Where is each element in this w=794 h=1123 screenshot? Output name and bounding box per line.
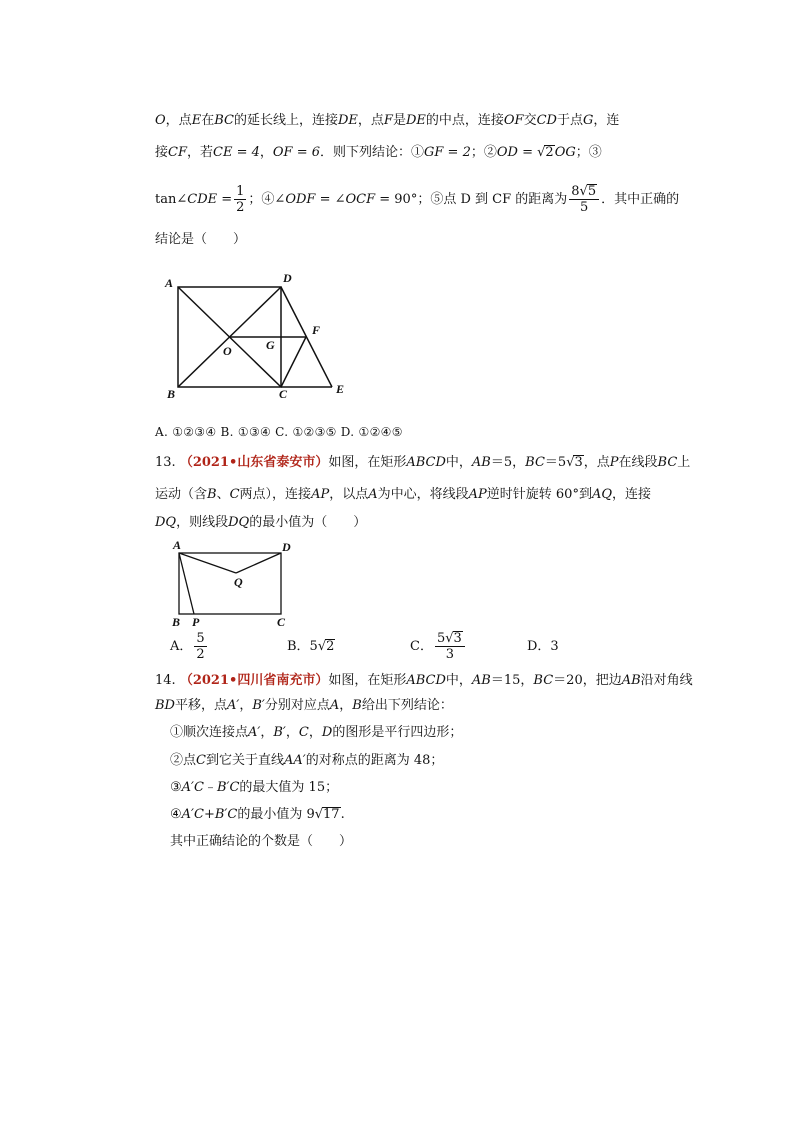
rectangle-abcd <box>179 553 281 614</box>
text: 两点），连接 <box>239 487 312 502</box>
fraction <box>194 631 206 662</box>
text: 是 <box>392 113 406 128</box>
text: B <box>207 487 217 502</box>
text: A <box>329 698 340 713</box>
q14-conclusion-3 <box>170 778 338 798</box>
text: ③ <box>170 780 182 795</box>
label-d: D <box>283 271 292 285</box>
text: 逆时针旋转 60°到 <box>486 487 592 502</box>
text: C <box>229 487 240 502</box>
text: = ∠ <box>315 192 346 207</box>
text: 中， <box>445 673 472 688</box>
text: C <box>298 725 309 740</box>
text: CF <box>168 145 187 160</box>
text: 结论是（ ） <box>155 232 247 247</box>
numerator: 1 <box>236 184 245 199</box>
text: C <box>196 753 206 768</box>
text: OG <box>554 145 576 160</box>
text: ；③ <box>575 145 602 160</box>
text: A′ <box>227 698 240 713</box>
text: ， <box>239 698 253 713</box>
text: ；② <box>470 145 497 160</box>
denominator: 5 <box>580 200 589 215</box>
text: AP <box>311 487 330 502</box>
q13-figure-labels <box>171 538 291 629</box>
text: ．则下列结论：① <box>320 145 425 160</box>
sqrt-value: 3 <box>453 631 462 646</box>
q13-option-b: B．5√2 <box>287 639 335 654</box>
q12-figure <box>178 287 332 387</box>
text: CE = 4 <box>213 145 260 160</box>
text: = 90°；⑤点 D 到 CF 的距离为 <box>375 192 568 207</box>
q13-line-1: 13. （2021•山东省泰安市）如图，在矩形ABCD中，AB＝5，BC＝5√3，点P在线段BC上 <box>155 455 691 470</box>
text: B′C <box>214 807 238 822</box>
text: 平移，点 <box>174 698 227 713</box>
text: AB <box>621 673 641 688</box>
sqrt-value: 5 <box>587 184 597 199</box>
q14-line-1 <box>155 671 693 691</box>
text: ．其中正确的 <box>601 192 680 207</box>
question-source: （2021•山东省泰安市） <box>179 455 329 470</box>
fraction <box>435 631 465 662</box>
text: 如图，在矩形 <box>328 455 407 470</box>
q13-figure <box>179 553 281 614</box>
text: ， <box>308 725 322 740</box>
text: ，连 <box>593 113 620 128</box>
text: 5 <box>436 631 446 646</box>
text: CDE <box>187 192 218 207</box>
q12-figure-labels <box>164 271 344 401</box>
text: 沿对角线 <box>640 673 693 688</box>
numerator: 5 <box>196 631 205 646</box>
text: 中， <box>445 455 472 470</box>
option-label: C． <box>410 639 433 654</box>
q14-ending <box>170 832 352 852</box>
text: 8 <box>571 184 580 199</box>
text: ②点 <box>170 753 197 768</box>
label-b: B <box>172 615 181 629</box>
q13-option-c <box>410 630 467 664</box>
text: B′ <box>273 725 286 740</box>
text: CD <box>536 113 557 128</box>
text: G <box>582 113 594 128</box>
text: AQ <box>591 487 612 502</box>
label-a: A <box>173 538 182 552</box>
denominator: 3 <box>445 647 455 662</box>
text: 的中点，连接 <box>425 113 504 128</box>
text: A <box>368 487 378 502</box>
sqrt-value: 2 <box>326 639 335 654</box>
sqrt-value: 3 <box>574 455 583 470</box>
text: ＝20，把边 <box>553 673 622 688</box>
q13-option-d <box>527 637 559 657</box>
text: BD <box>155 698 175 713</box>
text: DE <box>337 113 358 128</box>
label-g: G <box>266 338 275 352</box>
text: + <box>203 807 215 822</box>
label-p: P <box>192 615 200 629</box>
segment-aq <box>179 553 236 573</box>
text: ，连接 <box>612 487 652 502</box>
q13-line-3 <box>155 513 366 533</box>
text: 的延长线上，连接 <box>233 113 338 128</box>
text: 分别对应点 <box>264 698 330 713</box>
q13-line-2 <box>155 485 651 505</box>
numerator: 5√3 <box>435 631 465 647</box>
text: GF = 2 <box>424 145 471 160</box>
denominator: 2 <box>236 200 245 215</box>
label-e: E <box>336 382 345 396</box>
option-label: B．5 <box>287 639 318 654</box>
sqrt-value: 17 <box>323 807 340 822</box>
denominator: 2 <box>196 647 205 662</box>
text: ，点 <box>357 113 384 128</box>
text: OF = 6 <box>272 145 320 160</box>
text: BC <box>525 455 545 470</box>
text: ﹣ <box>203 780 217 795</box>
text: DQ <box>155 515 177 530</box>
text: 、 <box>216 487 230 502</box>
text: ， <box>260 725 274 740</box>
text: 在 <box>201 113 215 128</box>
text: ABCD <box>406 673 446 688</box>
text: = <box>217 192 233 207</box>
text: ，则线段 <box>176 515 229 530</box>
text: 接 <box>155 145 169 160</box>
question-source: （2021•四川省南充市） <box>179 673 329 688</box>
text: F <box>383 113 393 128</box>
text: ODF <box>285 192 316 207</box>
text: A′ <box>248 725 261 740</box>
text: 的对称点的距离为 48； <box>305 753 444 768</box>
q14-conclusion-1 <box>170 723 462 743</box>
text: D <box>321 725 333 740</box>
text: B′ <box>252 698 265 713</box>
text: BC <box>533 673 554 688</box>
options-text: A. ①②③④ B. ①③④ C. ①②③⑤ D. ①②④⑤ <box>155 425 403 439</box>
text: BC <box>657 455 678 470</box>
text: tan∠ <box>155 192 188 207</box>
q13-option-a <box>170 630 209 664</box>
text: OCF <box>345 192 376 207</box>
text: A′C <box>181 780 204 795</box>
label-o: O <box>223 344 232 358</box>
text: ①顺次连接点 <box>170 725 249 740</box>
text: 于点 <box>556 113 583 128</box>
text: ；④∠ <box>248 192 286 207</box>
text: 其中正确结论的个数是（ ） <box>170 834 353 849</box>
text: 如图，在矩形 <box>328 673 407 688</box>
q12-options <box>155 422 403 442</box>
question-number: 13. <box>155 455 176 470</box>
text: ，若 <box>186 145 213 160</box>
text: DE <box>405 113 426 128</box>
label-q: Q <box>234 575 243 589</box>
text: BC <box>214 113 234 128</box>
text: AP <box>468 487 487 502</box>
text: 的图形是平行四边形； <box>332 725 463 740</box>
text: ， <box>285 725 299 740</box>
segment-dq <box>236 553 281 573</box>
q14-conclusion-2 <box>170 751 443 771</box>
text: ， <box>339 698 353 713</box>
text: OF <box>503 113 524 128</box>
text: 的最大值为 15； <box>239 780 339 795</box>
numerator: 8√5 <box>569 184 599 200</box>
q14-line-2 <box>155 696 453 716</box>
text: 给出下列结论： <box>361 698 453 713</box>
segment-cf <box>281 337 306 387</box>
text: 运动（含 <box>155 487 208 502</box>
text: 为中心，将线段 <box>377 487 469 502</box>
label-d: D <box>282 540 291 554</box>
option-label: A． <box>170 639 193 654</box>
text: 交 <box>523 113 537 128</box>
text: B <box>352 698 362 713</box>
text: 的最小值为 9 <box>237 807 315 822</box>
text: ④ <box>170 807 182 822</box>
text: DQ <box>228 515 250 530</box>
text: 的最小值为（ ） <box>249 515 367 530</box>
text: ＝5， <box>490 455 526 470</box>
text: 在线段 <box>618 455 658 470</box>
label-a: A <box>165 276 174 290</box>
label-f: F <box>312 323 321 337</box>
q12-line-2: 接CF，若CE = 4，OF = 6．则下列结论：①GF = 2；②OD = √2OG；③ <box>155 145 602 160</box>
text: . <box>340 807 345 822</box>
sqrt-value: 2 <box>545 145 554 160</box>
text: 到它关于直线 <box>205 753 284 768</box>
text: 上 <box>677 455 691 470</box>
text: ， <box>259 145 273 160</box>
text: E <box>191 113 202 128</box>
question-number: 14. <box>155 673 176 688</box>
text: OD = <box>496 145 533 160</box>
label-b: B <box>167 387 176 401</box>
text: ，以点 <box>329 487 369 502</box>
text: AB <box>471 673 491 688</box>
text: A′C <box>181 807 204 822</box>
text: ，点 <box>165 113 192 128</box>
text: P <box>609 455 619 470</box>
text: ABCD <box>406 455 446 470</box>
segment-ap <box>179 553 194 614</box>
q14-conclusion-4: ④A′C+B′C的最小值为 9√17. <box>170 807 345 822</box>
label-c: C <box>279 387 288 401</box>
text: AA′ <box>283 753 306 768</box>
text: ＝15， <box>490 673 534 688</box>
option-label: D．3 <box>527 639 559 654</box>
text: ＝5 <box>544 455 567 470</box>
text-o: O <box>155 113 166 128</box>
label-c: C <box>277 615 286 629</box>
text: ，点 <box>583 455 610 470</box>
text: B′C <box>216 780 240 795</box>
text: AB <box>471 455 491 470</box>
